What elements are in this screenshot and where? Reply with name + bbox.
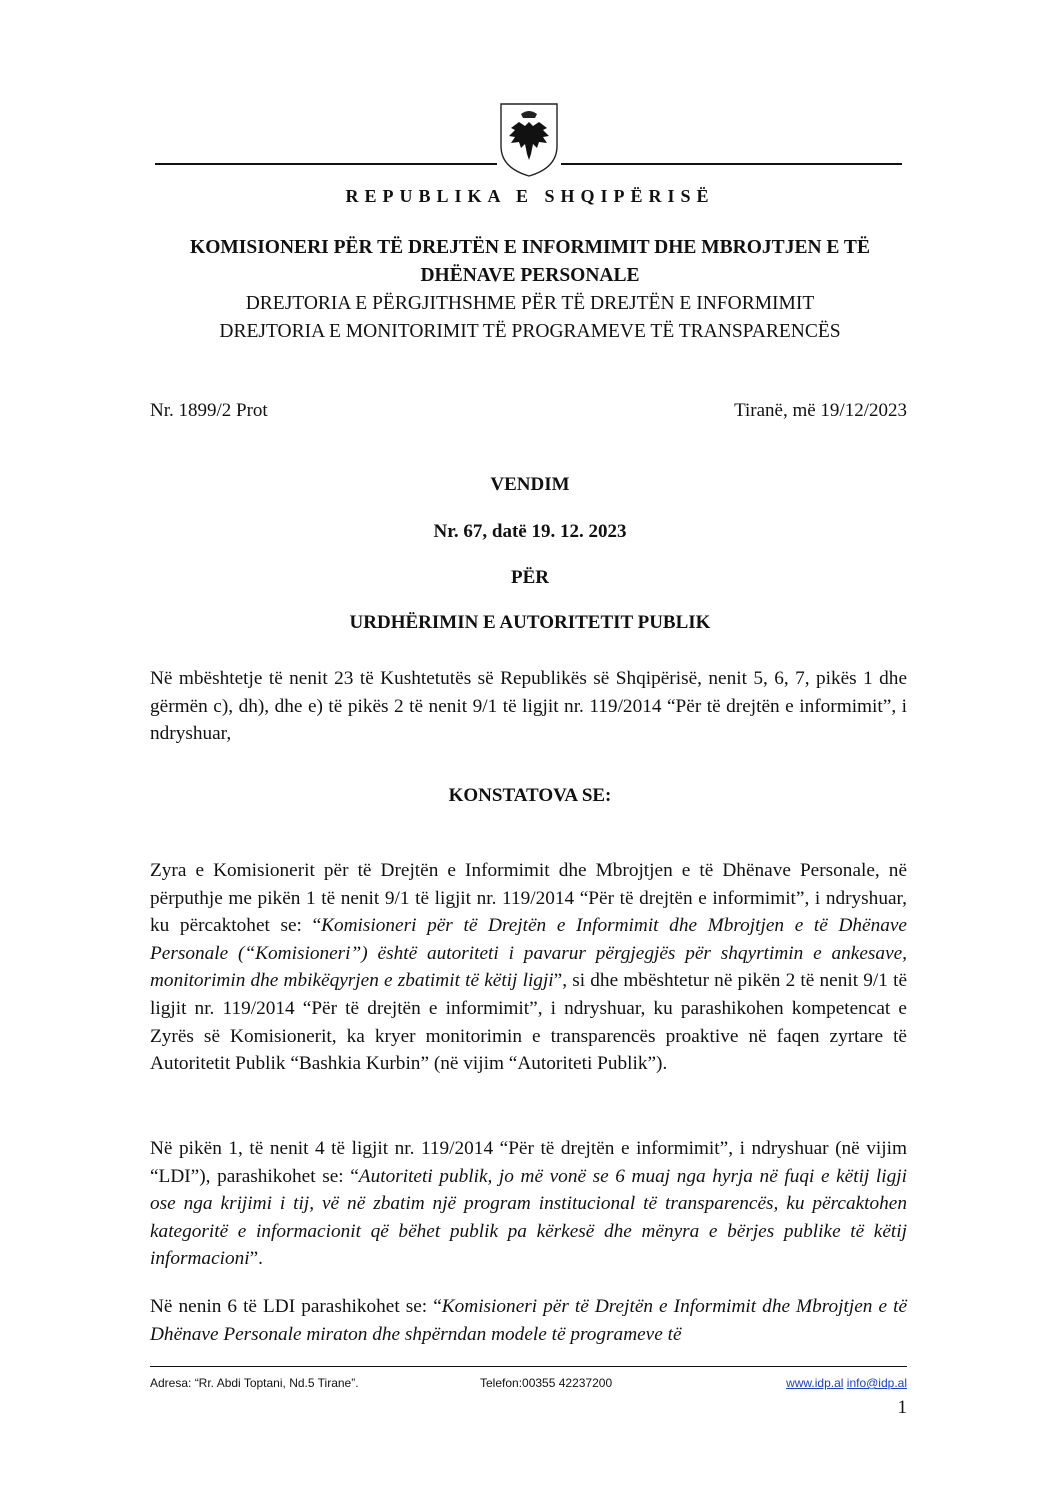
decision-title: VENDIM bbox=[490, 474, 570, 495]
place-date: Tiranë, më 19/12/2023 bbox=[734, 400, 907, 421]
institution-name bbox=[150, 234, 910, 290]
albanian-eagle-emblem-icon bbox=[497, 100, 561, 178]
page-number: 1 bbox=[897, 1397, 907, 1418]
institution-line-1: KOMISIONERI PËR TË DREJTËN E INFORMIMIT DHE MBROJTJEN E TË bbox=[190, 237, 870, 258]
footer-rule bbox=[150, 1366, 907, 1367]
p4-text-a: Në nenin 6 të LDI parashikohet se: “ bbox=[150, 1296, 442, 1317]
directorate-2: DREJTORIA E MONITORIMIT TË PROGRAMEVE TË TRANSPARENCËS bbox=[219, 321, 841, 342]
decision-number: Nr. 67, datë 19. 12. 2023 bbox=[433, 521, 627, 542]
paragraph-article-6 bbox=[150, 1293, 907, 1348]
institution-line-2: DHËNAVE PERSONALE bbox=[420, 265, 640, 286]
footer-phone: Telefon:00355 42237200 bbox=[480, 1376, 613, 1390]
header-rule-left bbox=[155, 163, 497, 165]
p2-quote: Komisioneri për të Drejtën e Informimit dhe Mbrojtjen e të Dhënave Personale (“Komisioneri”) është autoriteti i pavarur përgjegjës për shqyrtimin e ankesave, monitorimin dhe mbikëqyrjen e zbatimit të këtij ligji bbox=[150, 915, 907, 992]
decision-per: PËR bbox=[511, 567, 549, 588]
p2-text-a: Zyra e Komisionerit për të Drejtën e Informimit dhe Mbrojtjen e të Dhënave Personale, në përputhje me pikën 1 të nenit 9/1 të ligjit nr. 119/2014 “Për të drejtën e informimit”, i ndryshuar, ku përcaktohet se: “ bbox=[150, 860, 907, 937]
legal-basis-paragraph: Në mbështetje të nenit 23 të Kushtetutës së Republikës së Shqipërisë, nenit 5, 6, 7, pikës 1 dhe gërmën c), dh), dhe e) të pikës 2 të nenit 9/1 të ligjit nr. 119/2014 “Për të drejtën e informimit”, i ndryshuar, bbox=[150, 668, 907, 745]
p3-text-b: ”. bbox=[249, 1248, 264, 1270]
footer-contacts bbox=[786, 1376, 907, 1390]
konstatova-heading: KONSTATOVA SE: bbox=[448, 785, 612, 806]
paragraph-commissioner bbox=[150, 857, 907, 1078]
website-link[interactable]: www.idp.al bbox=[786, 1376, 844, 1390]
p4-quote: Komisioneri për të Drejtën e Informimit dhe Mbrojtjen e të Dhënave Personale miraton dhe shpërndan modele të programeve të bbox=[150, 1296, 908, 1345]
email-link[interactable]: info@idp.al bbox=[846, 1376, 907, 1390]
country-name: REPUBLIKA E SHQIPËRISË bbox=[345, 186, 715, 206]
paragraph-article-4 bbox=[150, 1135, 907, 1273]
header-rule-right bbox=[561, 163, 902, 165]
decision-subject: URDHËRIMIN E AUTORITETIT PUBLIK bbox=[349, 612, 711, 633]
directorate-1: DREJTORIA E PËRGJITHSHME PËR TË DREJTËN E INFORMIMIT bbox=[245, 293, 815, 314]
p2-text-b: ”, si dhe mbështetur në pikën 2 të nenit 9/1 të ligjit nr. 119/2014 “Për të drejtën e informimit”, i ndryshuar, ku parashikohen kompetencat e Zyrës së Komisionerit, ka kryer monitorimin e transparencës proaktive në faqen zyrtare të Autoritetit Publik “Bashkia Kurbin” (në vijim “Autoriteti Publik”). bbox=[150, 970, 907, 1075]
protocol-number: Nr. 1899/2 Prot bbox=[150, 400, 268, 421]
footer-address: Adresa: “Rr. Abdi Toptani, Nd.5 Tirane”. bbox=[150, 1376, 359, 1390]
p3-quote: Autoriteti publik, jo më vonë se 6 muaj nga hyrja në fuqi e këtij ligji ose nga krijimi i tij, vë në zbatim një program institucional të transparencës, ku përcaktohen kategoritë e informacionit që bëhet publik pa kërkesë dhe mënyra e bërjes publike të këtij informacioni bbox=[150, 1165, 907, 1270]
directorates bbox=[150, 290, 910, 346]
p3-text-a: Në pikën 1, të nenit 4 të ligjit nr. 119/2014 “Për të drejtën e informimit”, i ndryshuar (në vijim “LDI”), parashikohet se: “ bbox=[150, 1138, 907, 1187]
